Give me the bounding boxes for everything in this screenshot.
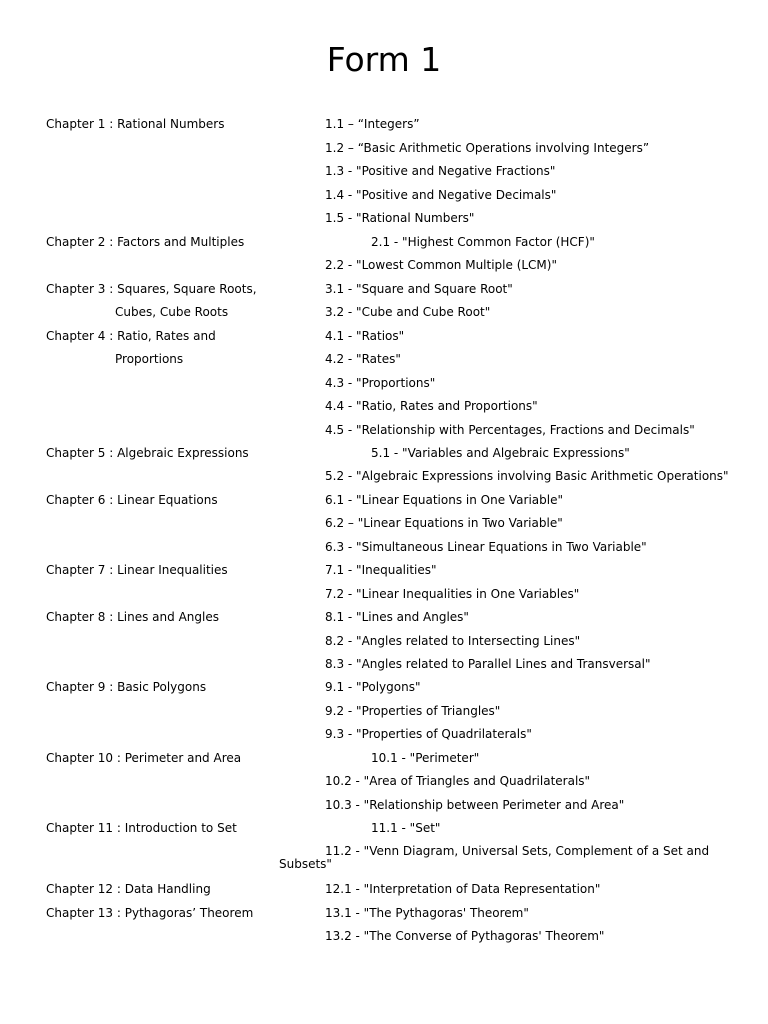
section-item: 10.2 - "Area of Triangles and Quadrilaterals" — [325, 774, 591, 788]
section-item: 9.3 - "Properties of Quadrilaterals" — [325, 727, 532, 741]
section-item: 3.1 - "Square and Square Root" — [325, 282, 513, 296]
section-item: 9.1 - "Polygons" — [325, 680, 421, 694]
section-item: 13.2 - "The Converse of Pythagoras' Theorem" — [325, 929, 605, 943]
page-title: Form 1 — [326, 40, 442, 79]
section-item: 12.1 - "Interpretation of Data Representation" — [325, 882, 601, 896]
chapter-6-label: Chapter 6 : Linear Equations — [46, 493, 218, 507]
chapter-13-label: Chapter 13 : Pythagoras’ Theorem — [46, 906, 254, 920]
section-item: 11.1 - "Set" — [371, 821, 441, 835]
chapter-4-label-cont: Proportions — [115, 352, 184, 366]
section-item: 4.2 - "Rates" — [325, 352, 401, 366]
section-item: 8.1 - "Lines and Angles" — [325, 610, 469, 624]
section-item: 5.1 - "Variables and Algebraic Expressions" — [371, 446, 630, 460]
section-item: 4.3 - "Proportions" — [325, 376, 436, 390]
chapter-4-label: Chapter 4 : Ratio, Rates and — [46, 329, 216, 343]
section-item: 11.2 - "Venn Diagram, Universal Sets, Complement of a Set and Subsets" — [279, 844, 710, 871]
section-item: 1.3 - "Positive and Negative Fractions" — [325, 164, 556, 178]
section-item: 8.3 - "Angles related to Parallel Lines and Transversal" — [325, 657, 651, 671]
section-item: 1.4 - "Positive and Negative Decimals" — [325, 188, 557, 202]
section-item: 10.3 - "Relationship between Perimeter and Area" — [325, 798, 625, 812]
section-item: 8.2 - "Angles related to Intersecting Lines" — [325, 634, 581, 648]
section-item: 4.5 - "Relationship with Percentages, Fractions and Decimals" — [325, 423, 695, 437]
section-item: 6.1 - "Linear Equations in One Variable" — [325, 493, 563, 507]
chapter-3-label-cont: Cubes, Cube Roots — [115, 305, 229, 319]
section-item: 4.1 - "Ratios" — [325, 329, 405, 343]
section-item: 2.1 - "Highest Common Factor (HCF)" — [371, 235, 595, 249]
chapter-7-label: Chapter 7 : Linear Inequalities — [46, 563, 228, 577]
chapter-2-label: Chapter 2 : Factors and Multiples — [46, 235, 245, 249]
section-item: 2.2 - "Lowest Common Multiple (LCM)" — [325, 258, 557, 272]
section-item: 10.1 - "Perimeter" — [371, 751, 480, 765]
section-item: 1.5 - "Rational Numbers" — [325, 211, 475, 225]
section-item: 6.2 – "Linear Equations in Two Variable" — [325, 516, 563, 530]
chapter-12-label: Chapter 12 : Data Handling — [46, 882, 211, 896]
chapter-9-label: Chapter 9 : Basic Polygons — [46, 680, 207, 694]
section-item: 6.3 - "Simultaneous Linear Equations in Two Variable" — [325, 540, 647, 554]
section-item: 1.1 – “Integers” — [325, 117, 420, 131]
chapter-11-label: Chapter 11 : Introduction to Set — [46, 821, 237, 835]
section-item: 4.4 - "Ratio, Rates and Proportions" — [325, 399, 538, 413]
section-item: 1.2 – “Basic Arithmetic Operations involving Integers” — [325, 141, 650, 155]
section-item: 5.2 - "Algebraic Expressions involving Basic Arithmetic Operations" — [325, 469, 729, 483]
section-item: 13.1 - "The Pythagoras' Theorem" — [325, 906, 529, 920]
chapter-5-label: Chapter 5 : Algebraic Expressions — [46, 446, 249, 460]
section-item: 7.1 - "Inequalities" — [325, 563, 437, 577]
chapter-10-label: Chapter 10 : Perimeter and Area — [46, 751, 242, 765]
chapter-8-label: Chapter 8 : Lines and Angles — [46, 610, 219, 624]
section-item: 3.2 - "Cube and Cube Root" — [325, 305, 491, 319]
chapter-3-label: Chapter 3 : Squares, Square Roots, — [46, 282, 257, 296]
section-item: 9.2 - "Properties of Triangles" — [325, 704, 501, 718]
section-item: 7.2 - "Linear Inequalities in One Variables" — [325, 587, 580, 601]
chapter-1-label: Chapter 1 : Rational Numbers — [46, 117, 225, 131]
